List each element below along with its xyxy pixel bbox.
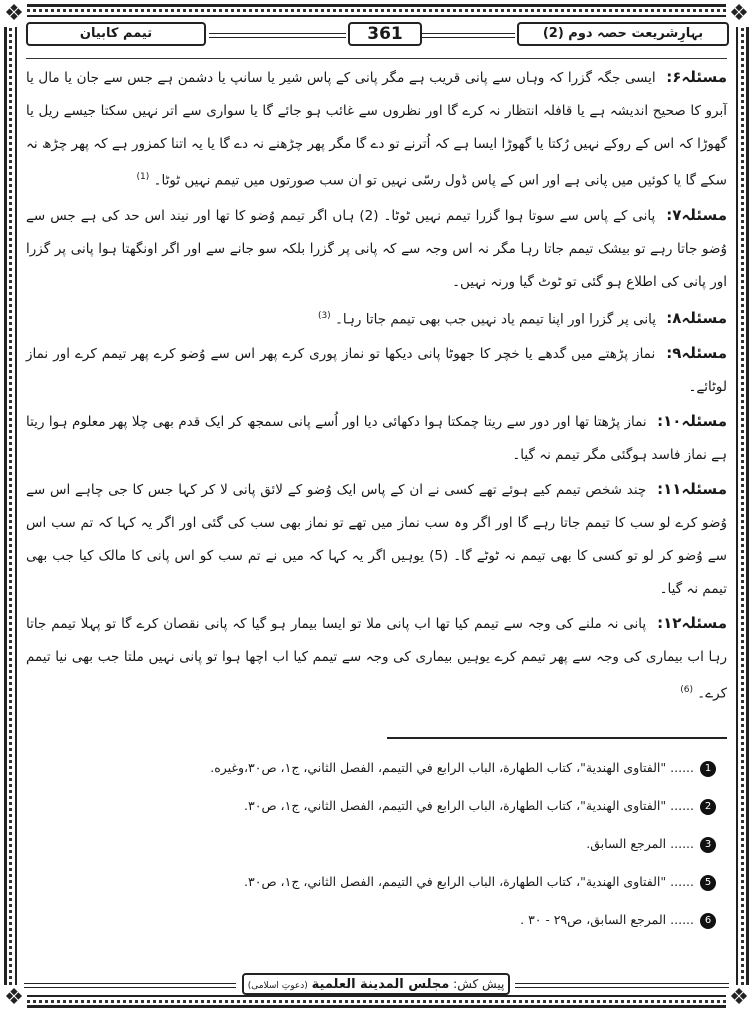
footnote-number: 5 [700, 875, 716, 891]
masala-paragraph [26, 300, 727, 337]
footnote-item [26, 790, 716, 822]
masala-label: مسئلہ۸: [666, 309, 727, 327]
footer-rule [515, 983, 729, 988]
footnote-number: 6 [700, 913, 716, 929]
masala-label: مسئلہ۱۱: [657, 480, 727, 498]
masala-paragraph [26, 58, 727, 198]
publisher-name: مجلس المدینة العلمیة [311, 977, 450, 992]
footnote-number: 3 [700, 837, 716, 853]
masala-paragraph [26, 607, 727, 711]
masala-text: نماز پڑھتا تھا اور دور سے ریتا چمکتا ہوا دکھائی دیا اور اُسے پانی سمجھ کر ایک قدم بھی چلا پھر معلوم ہوا ریتا ہے نماز فاسد ہوگئی مگر تیمم نہ گیا۔ [26, 414, 727, 463]
corner-ornament-icon: ❖ [1, 1, 27, 27]
presenter-label: پیش کش: [453, 977, 505, 991]
masala-paragraph [26, 473, 727, 606]
masala-paragraph [26, 337, 727, 404]
footnote-item [26, 866, 716, 898]
footnote-leader: ...... [670, 912, 694, 927]
footnote-text: "الفتاوى الهندية"، كتاب الطهارة، الباب الرابع في التيمم، الفصل الثاني، ج١، ص٣٠. [244, 798, 667, 813]
publisher-org: (دعوتِ اسلامی) [247, 981, 308, 991]
header-rule [408, 33, 515, 38]
masala-text: پانی نہ ملنے کی وجہ سے تیمم کیا تھا اب پانی ملا تو ایسا بیمار ہو گیا کہ پانی نقصان کرے گا تو پہلا تیمم جاتا رہا اب بیماری کی وجہ سے پھر تیمم کرے یوہیں بیماری کی وجہ سے تیمم کیا اب اچھا ہوا تو پانی نہیں ملتا جب بھی نیا تیمم کرے۔ [26, 616, 727, 702]
footnotes [26, 752, 716, 942]
page-header [20, 18, 733, 52]
footnote-text: المرجع السابق، ص٢٩ - ٣٠ . [520, 912, 667, 927]
masala-label: مسئلہ۹: [666, 344, 727, 362]
corner-ornament-icon: ❖ [726, 1, 752, 27]
masala-text: پانی کے پاس سے سوتا ہوا گزرا تیمم نہیں ٹوٹا۔ (2) ہاں اگر تیمم وُضو کا تھا اور نیند اس حد کی ہے جس سے وُضو جاتا رہے تو بیشک تیمم جاتا رہا مگر نہ اس وجہ سے کہ پانی پر گزرا بلکہ سو جانے سے اور اگر اونگھتا ہوا پانی پر گزرا اور پانی کی اطلاع ہو گئی تو ٹوٹ گیا ورنہ نہیں۔ [26, 207, 727, 290]
page-number: 361 [348, 22, 422, 46]
masala-label: مسئلہ۷: [666, 205, 728, 224]
footnote-ref: (6) [680, 685, 693, 695]
footnote-item [26, 904, 716, 936]
header-rule [209, 33, 346, 38]
main-text [26, 58, 727, 712]
publisher-box [242, 973, 510, 995]
footnote-number: 1 [700, 761, 716, 777]
masala-paragraph [26, 199, 727, 299]
masala-text: چند شخص تیمم کیے ہوئے تھے کسی نے ان کے پاس ایک وُضو کے لائق پانی لا کر کہا جس کا جی چاہے اس سے وُضو کرے لو سب کا تیمم جاتا رہے گا اور اگر وہ سب نماز میں تھے تو نماز بھی سب کی گئی اور اگر یہ کہا کہ تم سب اس سے وُضو کر لو تو کسی کا بھی تیمم نہ ٹوٹے گا۔ (5) یوہیں اگر یہ کہا کہ میں نے تم سب کو اس پانی کا مالک کیا جب بھی تیمم نہ گیا۔ [26, 482, 727, 597]
masala-text: پانی پر گزرا اور اپنا تیمم یاد نہیں جب بھی تیمم جاتا رہا۔ [334, 311, 656, 327]
chapter-title: تیمم کابیان [26, 22, 206, 46]
footnote-item [26, 828, 716, 860]
masala-text: نماز پڑھتے میں گدھے یا خچر کا جھوٹا پانی دیکھا تو نماز پوری کرے پھر اس سے وُضو کرے پھر تیمم کرے اور نماز لوٹائے۔ [26, 346, 727, 395]
masala-text: ایسی جگہ گزرا کہ وہاں سے پانی قریب ہے مگر پانی کے پاس شیر یا سانپ یا دشمن ہے جس سے جان یا مال یا آبرو کا صحیح اندیشہ ہے یا قافلہ انتظار نہ کرے گا اور نظروں سے غائب ہو جائے گا یا سواری سے اتر نہیں سکتا جیسے ریل یا گھوڑا کہ اس کے روکے نہیں رُکتا یا گھوڑا ایسا ہے کہ اُترنے تو دے گا مگر پھر چڑھنے نہ دے گا یا یہ اتنا کمزور ہے کہ پھر چڑھ نہ سکے گا یا کوئیں میں پانی ہے اور اس کے پاس ڈول رسّی نہیں تو ان سب صورتوں میں تیمم نہیں ٹوٹا۔ [26, 70, 727, 189]
footnote-separator [387, 737, 727, 739]
masala-paragraph [26, 405, 727, 472]
footnote-leader: ...... [670, 836, 694, 851]
masala-label: مسئلہ۶: [666, 68, 727, 86]
footnote-text: المرجع السابق. [586, 836, 667, 851]
footer-rule [24, 983, 236, 988]
footnote-leader: ...... [670, 798, 694, 813]
masala-label: مسئلہ۱۲: [657, 614, 727, 632]
footnote-text: "الفتاوى الهندية"، كتاب الطهارة، الباب الرابع في التيمم، الفصل الثاني، ج١، ص٣٠،وغيره. [210, 760, 667, 775]
corner-ornament-icon: ❖ [726, 985, 752, 1011]
footnote-ref: (3) [317, 310, 331, 321]
masala-label: مسئلہ۱۰: [657, 412, 727, 430]
running-title: بہارِشریعت حصہ دوم (2) [517, 22, 729, 46]
footnote-text: "الفتاوى الهندية"، كتاب الطهارة، الباب الرابع في التيمم، الفصل الثاني، ج١، ص٣٠. [244, 874, 667, 889]
footnote-ref: (1) [136, 172, 150, 182]
footnote-leader: ...... [670, 760, 694, 775]
page-footer [20, 972, 733, 998]
footnote-number: 2 [700, 799, 716, 815]
footnote-item [26, 752, 716, 784]
footnote-leader: ...... [670, 874, 694, 889]
corner-ornament-icon: ❖ [1, 985, 27, 1011]
